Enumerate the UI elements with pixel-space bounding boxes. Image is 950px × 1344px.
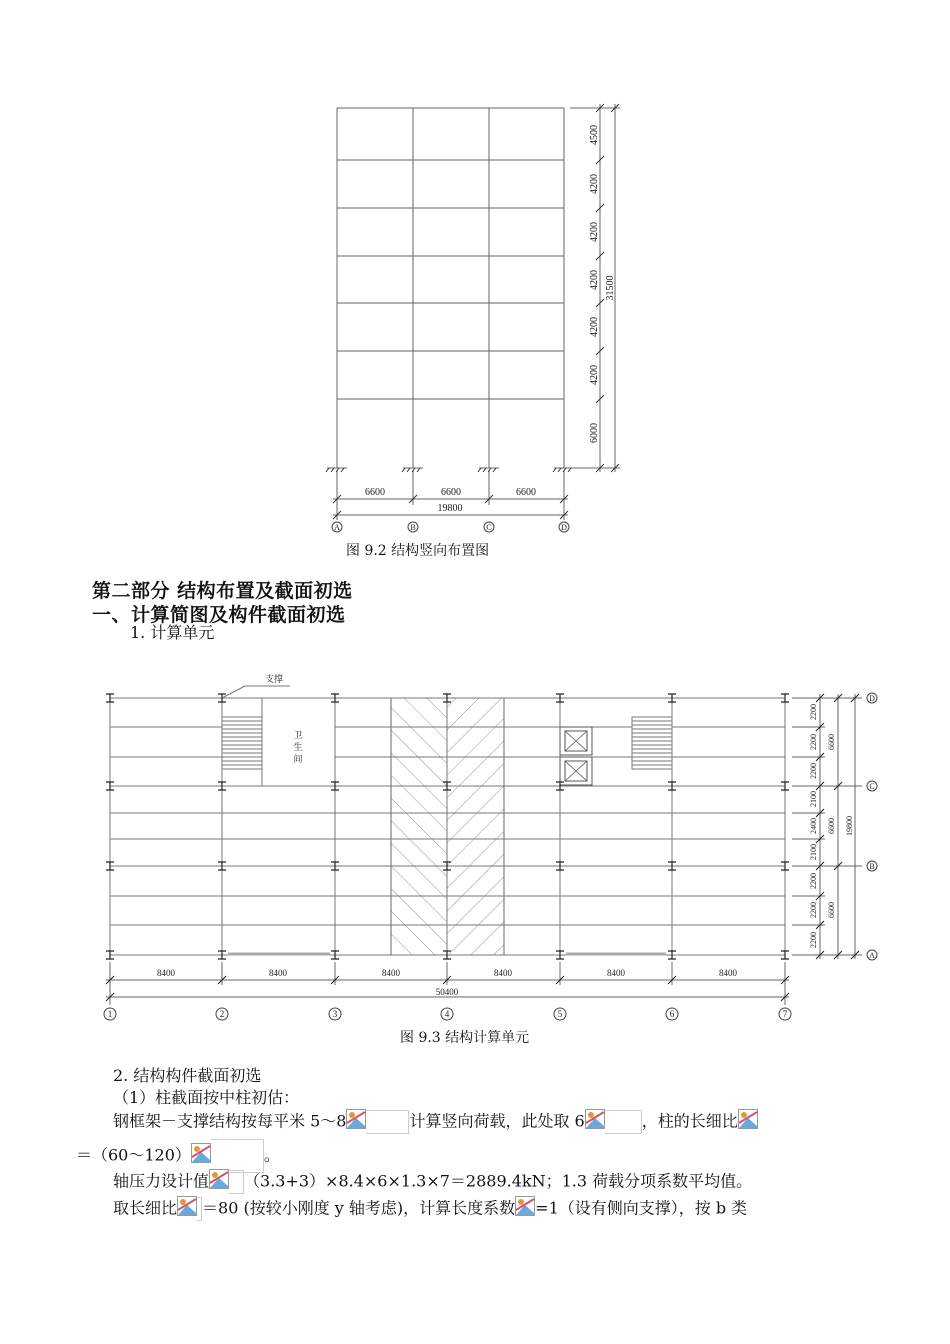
axis-label-c: C [486,523,492,532]
line-4-text-a: 取长细比 [113,1198,178,1218]
plan-diagram [95,665,895,1025]
col-axis-6: 6 [669,1009,675,1019]
broken-image-icon [191,1143,211,1169]
plan-dim-mid2: 6600 [827,818,836,834]
dim-right-2: 4200 [589,174,600,194]
plan-dim-r5: 2400 [809,818,818,834]
plan-dim-total-right: 19800 [845,816,854,836]
line-2-text-a: ＝（60～120） [76,1145,191,1165]
plan-dim-b6: 8400 [719,968,737,978]
plan-dim-r7: 2200 [809,873,818,889]
plan-dim-mid3: 6600 [827,902,836,918]
line-2 [76,1139,280,1173]
room-label-3: 间 [293,754,303,764]
axis-label-a: A [334,523,340,532]
plan-dim-total-bottom: 50400 [435,987,459,997]
broken-image-icon [177,1196,197,1222]
row-axis-a: A [869,951,875,960]
broken-image-icon [515,1196,535,1222]
figure-caption-9-2: 图 9.2 结构竖向布置图 [346,543,490,559]
dim-right-7: 6000 [589,423,600,443]
line-4 [113,1196,747,1222]
item-1-title: 1. 计算单元 [130,623,215,642]
line-3-text-b: （3.3+3）×8.4×6×1.3×7＝2889.4kN；1.3 荷载分项系数平均值。 [244,1171,753,1191]
formula-placeholder [197,1197,202,1221]
elevation-diagram [300,95,660,540]
plan-dim-b1: 8400 [157,968,175,978]
dim-right-4: 4200 [589,270,600,290]
col-axis-4: 4 [444,1009,450,1019]
brace-label: 支撑 [264,674,284,684]
line-1-text-c: ，柱的长细比 [641,1111,738,1131]
line-2-text-b: 。 [263,1145,280,1165]
dim-right-total: 31500 [605,275,616,301]
line-4-text-c: =1（设有侧向支撑），按 b 类 [535,1198,748,1218]
plan-dim-r6: 2100 [809,844,818,860]
dim-bottom-1: 6600 [365,487,385,498]
plan-dim-r4: 2100 [809,791,818,807]
item-2-title: 2. 结构构件截面初选 [113,1066,262,1085]
plan-dim-mid1: 6600 [827,734,836,750]
col-axis-5: 5 [557,1009,563,1019]
plan-dim-r8: 2200 [809,902,818,918]
dim-right-3: 4200 [589,222,600,242]
line-1 [113,1109,758,1135]
row-axis-d: D [869,694,875,703]
dim-right-6: 4200 [589,365,600,385]
broken-image-icon [738,1109,758,1135]
plan-dim-b5: 8400 [607,968,625,978]
subsection-title: 一、计算简图及构件截面初选 [92,604,346,626]
formula-placeholder [605,1110,642,1134]
dim-bottom-2: 6600 [441,487,461,498]
section-title: 第二部分 结构布置及截面初选 [92,580,353,602]
broken-image-icon [346,1109,366,1135]
broken-image-icon [585,1109,605,1135]
plan-dim-r3: 2200 [809,763,818,779]
dim-bottom-total: 19800 [437,503,463,514]
plan-dim-r1: 2200 [809,704,818,720]
col-axis-7: 7 [782,1009,788,1019]
plan-dim-r2: 2200 [809,734,818,750]
plan-dim-b2: 8400 [269,968,287,978]
dim-bottom-3: 6600 [516,487,536,498]
axis-label-d: D [561,523,567,532]
broken-image-icon [209,1169,229,1195]
formula-placeholder [366,1110,409,1134]
room-label-2: 生 [293,742,303,752]
row-axis-b: B [869,862,875,871]
plan-dim-b3: 8400 [382,968,400,978]
paragraph-column-estimate: （1）柱截面按中柱初估： [113,1088,300,1107]
formula-placeholder [211,1139,264,1173]
col-axis-3: 3 [332,1009,338,1019]
line-4-text-b: ＝80 (按较小刚度 y 轴考虑)，计算长度系数 [202,1198,516,1218]
col-axis-2: 2 [219,1009,225,1019]
formula-placeholder [229,1170,244,1194]
col-axis-1: 1 [107,1009,113,1019]
plan-dim-b4: 8400 [494,968,512,978]
line-3 [113,1169,752,1195]
row-axis-c: C [869,782,875,791]
axis-label-b: B [410,523,416,532]
figure-caption-9-3: 图 9.3 结构计算单元 [400,1030,530,1046]
dim-right-1: 4500 [589,125,600,145]
dim-right-5: 4200 [589,317,600,337]
line-1-text-b: 计算竖向荷载，此处取 6 [409,1111,585,1131]
line-3-text-a: 轴压力设计值 [113,1171,210,1191]
room-label-1: 卫 [293,730,303,740]
plan-dim-r9: 2200 [809,932,818,948]
line-1-text-a: 钢框架－支撑结构按每平米 5～8 [113,1111,347,1131]
